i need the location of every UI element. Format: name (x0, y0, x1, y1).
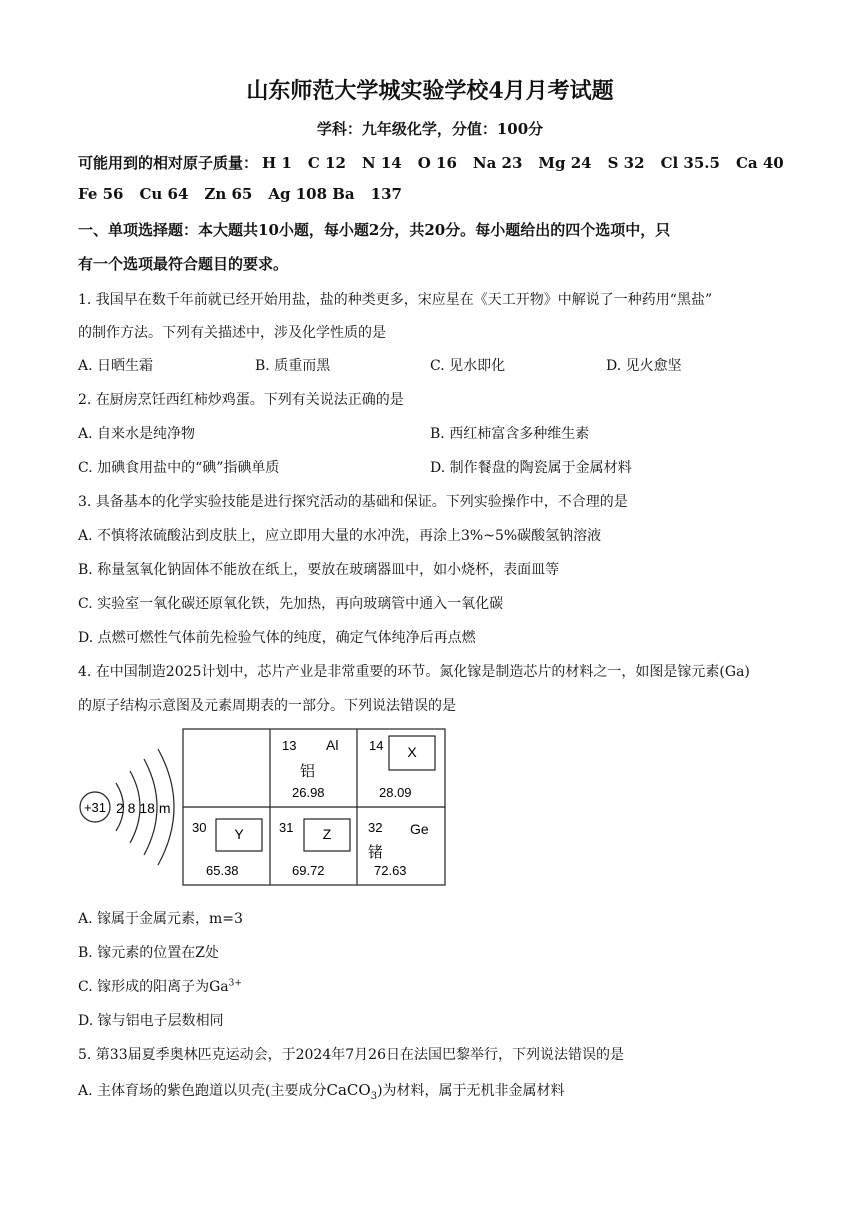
charge-superscript: 3+ (228, 978, 242, 989)
question-1-stem: 1. 我国早在数千年前就已经开始用盐，盐的种类更多，宋应星在《天工开物》中解说了一种药用“黑盐” (78, 292, 713, 308)
q3-option-a: A. 不慎将浓硫酸沾到皮肤上，应立即用大量的水冲洗，再涂上3%~5%碳酸氢钠溶液 (78, 528, 602, 544)
al-number: 13 (282, 738, 297, 753)
mass-item: C 12 (307, 154, 346, 172)
q1-option-b: B. 质重而黑 (255, 358, 331, 374)
q4-option-c-text: C. 镓形成的阳离子为Ga (78, 979, 229, 995)
atom-structure-diagram (80, 749, 174, 865)
page-title: 山东师范大学城实验学校4月月考试题 (246, 78, 614, 104)
electron-counts: 2 8 18 m (116, 800, 171, 816)
al-symbol: Al (326, 737, 339, 753)
ge-symbol: Ge (410, 821, 429, 837)
z-mass: 69.72 (292, 863, 325, 878)
z-number: 31 (279, 820, 294, 835)
mass-item: Mg 24 (538, 154, 592, 172)
ge-mass: 72.63 (374, 863, 407, 878)
q1-option-c: C. 见水即化 (430, 358, 506, 374)
y-number: 30 (192, 820, 207, 835)
q5-option-a-post: )为材料，属于无机非金属材料 (377, 1083, 565, 1099)
q2-option-c: C. 加碘食用盐中的“碘”指碘单质 (78, 460, 280, 476)
q5-option-a-pre: A. 主体育场的紫色跑道以贝壳(主要成分 (78, 1083, 327, 1099)
q1-option-d: D. 见火愈坚 (606, 358, 682, 374)
mass-item: Zn 65 (204, 185, 253, 203)
al-mass: 26.98 (292, 785, 325, 800)
question-1-stem-cont: 的制作方法。下列有关描述中，涉及化学性质的是 (78, 325, 386, 341)
q3-option-d: D. 点燃可燃性气体前先检验气体的纯度，确定气体纯净后再点燃 (78, 630, 476, 646)
mass-item: Ag 108 Ba (268, 185, 355, 203)
q4-option-b: B. 镓元素的位置在Z处 (78, 945, 219, 961)
q4-option-d: D. 镓与铝电子层数相同 (78, 1013, 224, 1029)
subject-line: 学科：九年级化学，分值：100分 (316, 120, 544, 138)
formula: CaCO (326, 1081, 371, 1099)
atomic-masses-line1 (78, 152, 784, 173)
q4-option-a: A. 镓属于金属元素，m=3 (78, 911, 243, 927)
mass-item: N 14 (361, 154, 402, 172)
formula-subscript: 3 (370, 1090, 378, 1102)
ge-name: 锗 (368, 844, 384, 861)
ge-number: 32 (368, 820, 383, 835)
q3-option-b: B. 称量氢氧化钠固体不能放在纸上，要放在玻璃器皿中，如小烧杯，表面皿等 (78, 562, 560, 578)
question-3-stem: 3. 具备基本的化学实验技能是进行探究活动的基础和保证。下列实验操作中，不合理的是 (78, 494, 628, 510)
q5-option-a (78, 1080, 565, 1102)
question-4-stem-cont: 的原子结构示意图及元素周期表的一部分。下列说法错误的是 (78, 698, 456, 714)
y-symbol: Y (234, 826, 244, 842)
question-4-stem: 4. 在中国制造2025计划中，芯片产业是非常重要的环节。氮化镓是制造芯片的材料之一，如图是镓元素(Ga) (78, 664, 750, 680)
z-symbol: Z (322, 826, 332, 842)
mass-item: S 32 (607, 154, 645, 172)
mass-item: Cl 35.5 (660, 154, 720, 172)
x-symbol: X (407, 744, 417, 760)
q2-option-b: B. 西红柿富含多种维生素 (430, 426, 590, 442)
q1-option-a: A. 日晒生霜 (78, 358, 154, 374)
mass-item: H 1 (262, 154, 292, 172)
y-mass: 65.38 (206, 863, 239, 878)
mass-item: Ca 40 (735, 154, 784, 172)
mass-item: Na 23 (472, 154, 523, 172)
al-name: 铝 (300, 763, 316, 780)
x-mass: 28.09 (379, 785, 412, 800)
masses-label: 可能用到的相对原子质量： (78, 154, 259, 172)
mass-item: 137 (370, 185, 402, 203)
atomic-masses-line2 (78, 185, 418, 203)
gallium-figure (76, 726, 456, 888)
nucleus-charge: +31 (83, 800, 107, 815)
q3-option-c: C. 实验室一氧化碳还原氧化铁，先加热，再向玻璃管中通入一氧化碳 (78, 596, 504, 612)
question-2-stem: 2. 在厨房烹饪西红柿炒鸡蛋。下列有关说法正确的是 (78, 392, 404, 408)
q2-option-d: D. 制作餐盘的陶瓷属于金属材料 (430, 460, 632, 476)
mass-item: Fe 56 (78, 185, 124, 203)
mass-item: O 16 (417, 154, 457, 172)
section-heading: 一、单项选择题：本大题共10小题，每小题2分，共20分。每小题给出的四个选项中，只 (78, 221, 671, 239)
mass-item: Cu 64 (139, 185, 189, 203)
question-5-stem: 5. 第33届夏季奥林匹克运动会，于2024年7月26日在法国巴黎举行，下列说法错误的是 (78, 1047, 624, 1063)
periodic-table-fragment (183, 729, 445, 885)
q4-option-c (78, 976, 242, 996)
x-number: 14 (369, 738, 384, 753)
section-heading-cont: 有一个选项最符合题目的要求。 (78, 255, 289, 273)
q2-option-a: A. 自来水是纯净物 (78, 426, 196, 442)
